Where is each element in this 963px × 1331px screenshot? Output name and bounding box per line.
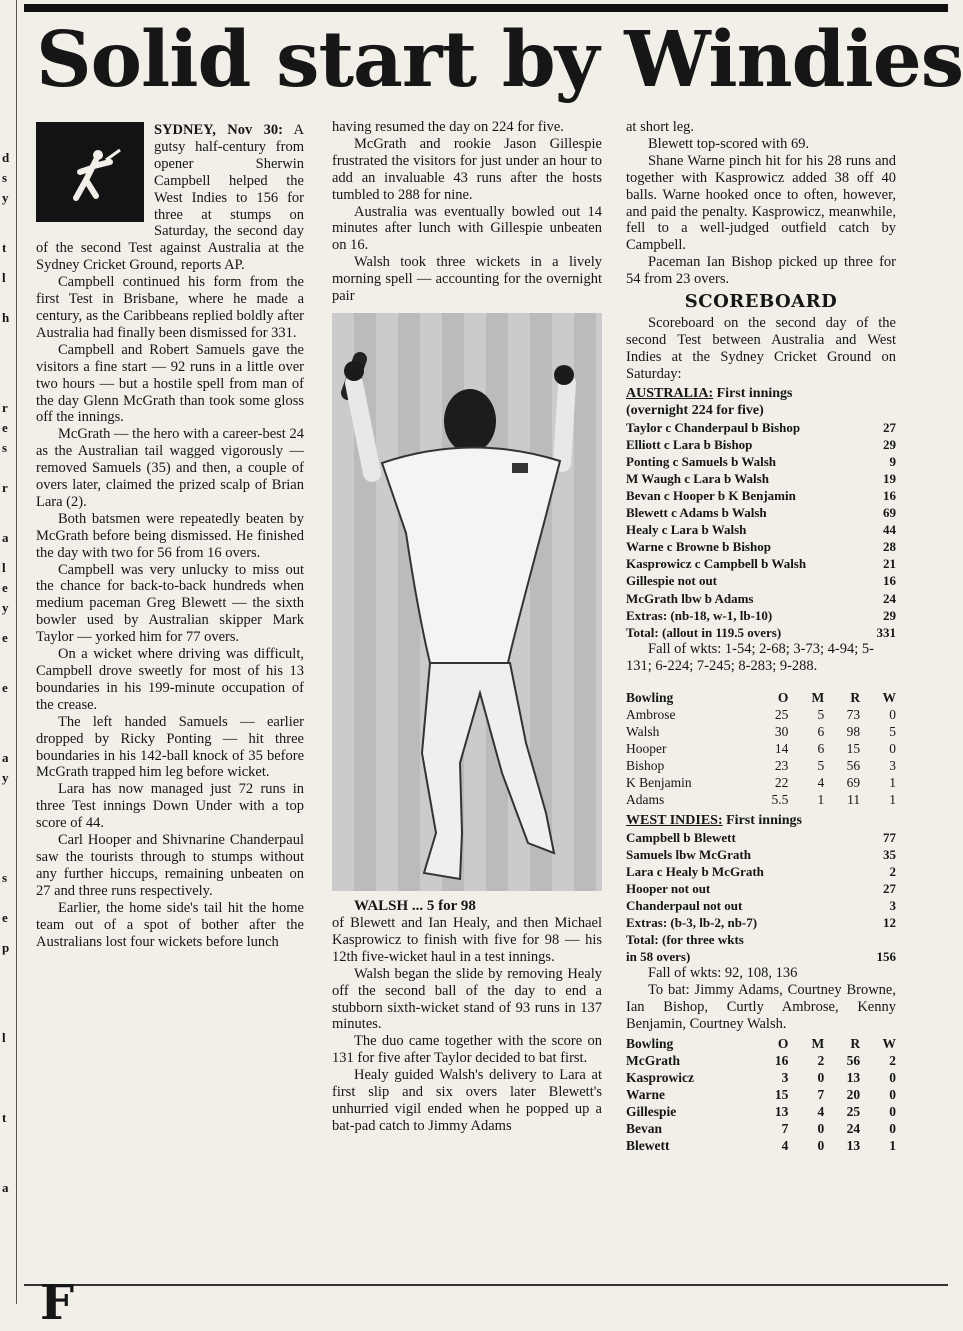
bowling-figure: 7 <box>817 1087 825 1102</box>
runs: 21 <box>883 556 896 572</box>
batsman-entry: Ponting c Samuels b Walsh <box>626 453 777 469</box>
bowling-figure: 56 <box>846 1053 861 1068</box>
bowling-figure: 25 <box>774 706 789 722</box>
bowling-figure: 0 <box>817 1070 825 1085</box>
runs: 16 <box>883 573 896 589</box>
runs: 24 <box>883 590 896 606</box>
bowling-figure: 1 <box>889 791 896 807</box>
paragraph: Australia was eventually bowled out 14 minutes after lunch with Gillespie unbeaten on 16. <box>332 203 602 254</box>
paragraph: Campbell continued his form from the first Test in Brisbane, where he made a century, as the Caribbeans replied boldly after Australia had finally been dismissed for 331. <box>36 274 304 341</box>
bowling-figure: M <box>811 1036 825 1051</box>
bowling-row <box>626 1137 896 1154</box>
bowling-figure: W <box>882 689 896 705</box>
paragraph: McGrath — the hero with a career-best 24 as the Australian tail wagged vigorously — removed Samuels (35) and then, a couple of overs later, claimed the prized scalp of Brian Lara (2). <box>36 426 304 510</box>
bowling-row <box>626 706 896 723</box>
bowling-row <box>626 1103 896 1120</box>
bowling-row <box>626 1120 896 1137</box>
paragraph: A gutsy half-century from opener Sherwin Campbell helped the West Indies to 156 for three at stumps on Saturday, the second day of the second Test against Australia at the Sydney Cricket Ground, reports AP. <box>36 122 305 274</box>
bowling-figure: M <box>811 689 825 705</box>
batsman-entry: Warne c Browne b Bishop <box>626 539 771 555</box>
bowling-figure: 3 <box>781 1070 789 1085</box>
bowling-figure: 0 <box>817 1121 825 1136</box>
batting-row <box>626 931 896 948</box>
article-column-2 <box>332 119 602 1135</box>
bowling-row <box>626 1069 896 1086</box>
paragraph: The left handed Samuels — earlier dropped by Ricky Ponting — hit three boundaries in his 142-ball knock of 35 before McGrath trapped him leg before wicket. <box>36 713 304 781</box>
batting-row <box>626 863 896 880</box>
paragraph: On a wicket where driving was difficult, Campbell drove sweetly for most of his 13 boundaries in his 199-minute occupation of the crease. <box>36 646 304 713</box>
batsman-entry: Lara c Healy b McGrath <box>626 863 764 879</box>
next-headline-fragment: F <box>40 1275 75 1331</box>
bottom-rule <box>24 1284 948 1286</box>
batsman-entry: M Waugh c Lara b Walsh <box>626 470 769 486</box>
bowling-row <box>626 1052 896 1069</box>
runs: 27 <box>883 880 896 896</box>
bowler-name: Kasprowicz <box>626 1070 694 1085</box>
innings-label: First innings <box>722 812 802 828</box>
bowling-figure: 0 <box>889 1121 896 1136</box>
overnight-note: (overnight 224 for five) <box>626 402 764 418</box>
bowling-figure: 73 <box>846 706 861 722</box>
runs <box>868 931 896 948</box>
batting-row <box>626 555 896 572</box>
paragraph: Lara has now managed just 72 runs in three Test innings Down Under with a top score of 44. <box>36 781 304 832</box>
runs: 69 <box>883 505 896 521</box>
batting-row <box>626 470 896 487</box>
walsh-photo <box>332 313 602 891</box>
bowling-figure: 1 <box>817 791 825 807</box>
bowling-row <box>626 757 896 774</box>
bowling-figure: 4 <box>817 774 825 790</box>
batting-row <box>626 538 896 555</box>
bowler-name: Adams <box>626 791 665 807</box>
bowling-figure: 15 <box>846 740 861 756</box>
batsman-entry: Total: (for three wkts <box>626 932 744 948</box>
paragraph: Walsh began the slide by removing Healy off the second ball of the day to end a stubborn sixth-wicket stand of 93 runs in 137 minutes. <box>332 965 602 1033</box>
paragraph: at short leg. <box>626 119 695 135</box>
paragraph: Carl Hooper and Shivnarine Chanderpaul saw the tourists through to stumps without any further hiccups, remaining unbeaten on 27 and three runs respectively. <box>36 832 304 899</box>
bowling-figure: 0 <box>889 1104 896 1119</box>
batting-row <box>626 948 896 965</box>
bowling-figure: 0 <box>889 706 896 722</box>
bowling-row <box>626 791 896 808</box>
runs: 156 <box>876 949 896 965</box>
bowling-figure: 13 <box>846 1138 861 1153</box>
batsman-entry: Kasprowicz c Campbell b Walsh <box>626 556 807 572</box>
bowling-figure: 25 <box>846 1104 861 1119</box>
bowling-figure: R <box>850 1036 861 1051</box>
bowling-figure: 15 <box>774 1087 789 1102</box>
wi-batting-list <box>626 829 896 966</box>
paragraph: Campbell was very unlucky to miss out the chance for back-to-back hundreds when medium paceman Greg Blewett — the sixth bowler used by Australian skipper Mark Taylor — yorked him for 77 overs. <box>36 561 304 646</box>
bowler-name: Bowling <box>626 1036 674 1051</box>
bowling-figure: R <box>850 689 861 705</box>
batsman-entry: Blewett c Adams b Walsh <box>626 505 767 521</box>
bowling-row <box>626 740 896 757</box>
bowling-figure: 5 <box>817 757 825 773</box>
bowling-figure: 6 <box>817 740 825 756</box>
runs: 2 <box>889 863 896 879</box>
wi-bowling-table <box>626 689 896 808</box>
paragraph: Campbell and Robert Samuels gave the visitors a fine start — 92 runs in a little over two hours — but a hostile spell from man of the day Glenn McGrath than took some gloss off the innings. <box>36 341 304 426</box>
bowler-name: Hooper <box>626 740 667 756</box>
bowling-figure: 0 <box>889 1070 896 1085</box>
batting-row <box>626 846 896 863</box>
runs: 12 <box>883 915 896 931</box>
bowling-figure: 98 <box>846 723 861 739</box>
bowling-figure: 56 <box>846 757 861 773</box>
batting-row <box>626 453 896 470</box>
aus-innings-heading <box>626 385 896 402</box>
bowler-name: Ambrose <box>626 706 676 722</box>
runs: 9 <box>889 453 896 469</box>
runs: 35 <box>883 846 896 862</box>
bowling-figure: 30 <box>774 723 789 739</box>
batting-row <box>626 914 896 931</box>
bowling-figure: 4 <box>781 1138 789 1153</box>
paragraph: McGrath and rookie Jason Gillespie frustrated the visitors for just under an hour to add an invaluable 43 runs after the hosts tumbled to 288 for nine. <box>332 135 602 203</box>
bowler-name: Warne <box>626 1087 665 1102</box>
bowling-figure: 13 <box>774 1104 789 1119</box>
batsman-entry: Extras: (b-3, lb-2, nb-7) <box>626 915 758 931</box>
bowling-figure: W <box>882 1036 896 1051</box>
bowling-figure: 13 <box>846 1070 861 1085</box>
paragraph: Blewett top-scored with 69. <box>648 135 810 152</box>
runs: 44 <box>883 522 896 538</box>
paragraph: Walsh took three wickets in a lively morning spell — accounting for the overnight pair <box>332 254 602 305</box>
team-name: AUSTRALIA: <box>626 385 714 401</box>
bowler-name: Bishop <box>626 757 665 773</box>
scoreboard-intro: Scoreboard on the second day of the second Test between Australia and West Indies at the Sydney Cricket Ground on Saturday: <box>626 314 896 382</box>
scoreboard-title: SCOREBOARD <box>684 291 838 313</box>
bowling-figure: 7 <box>781 1121 789 1136</box>
batting-row <box>626 829 896 846</box>
batting-row <box>626 436 896 453</box>
bowling-figure: 5 <box>889 723 896 739</box>
batting-row <box>626 572 896 589</box>
photo-caption: WALSH ... 5 for 98 <box>354 897 476 914</box>
paragraph: Both batsmen were repeatedly beaten by McGrath before being dismissed. He finished the day with two for 56 from 16 overs. <box>36 510 304 561</box>
bowler-celebrating-icon <box>332 313 602 891</box>
bowling-figure: 5 <box>817 706 825 722</box>
fall-of-wickets: Fall of wkts: 92, 108, 136 <box>648 965 798 982</box>
bowling-figure: 1 <box>889 1138 896 1153</box>
batting-row <box>626 897 896 914</box>
bowling-figure: 22 <box>774 774 789 790</box>
bowling-figure: 11 <box>847 791 861 807</box>
bowling-figure: 2 <box>817 1053 825 1068</box>
adjacent-column-edge: d s y t l h r e s r a l e y e e a y s e p l t a <box>0 0 17 1304</box>
paragraph: Earlier, the home side's tail hit the home team out of a spot of bother after the Australians lost four wickets before lunch <box>36 899 304 950</box>
bowler-name: Gillespie <box>626 1104 677 1119</box>
bowling-row <box>626 723 896 740</box>
runs: 331 <box>876 624 896 640</box>
batsman-entry: in 58 overs) <box>626 949 691 965</box>
bowler-name: Bevan <box>626 1121 663 1136</box>
team-name: WEST INDIES: <box>626 812 723 828</box>
batting-row <box>626 487 896 504</box>
runs: 29 <box>883 436 896 452</box>
runs: 3 <box>889 898 896 913</box>
bowling-figure: 1 <box>889 774 896 790</box>
fall-of-wickets: Fall of wkts: 1-54; 2-68; 3-73; 4-94; 5-131; 6-224; 7-245; 8-283; 9-288. <box>626 640 874 674</box>
bowling-figure: 2 <box>889 1053 896 1068</box>
paragraph: Shane Warne pinch hit for his 28 runs and together with Kasprowicz added 38 off 40 balls. Warne hooked once to often, however, and paid the penalty. Kasprowicz, meanwhile, fell to a well-judged outfield catch by Campbell. <box>626 152 896 254</box>
runs: 19 <box>883 470 896 486</box>
paragraph: Paceman Ian Bishop picked up three for 54 from 23 overs. <box>626 254 896 288</box>
batting-row <box>626 624 896 641</box>
bowling-figure: 20 <box>846 1087 861 1102</box>
bowling-row <box>626 1086 896 1103</box>
bowling-figure: 14 <box>774 740 789 756</box>
bowling-figure: O <box>777 1036 789 1051</box>
runs: 77 <box>883 829 896 845</box>
bowling-figure: 23 <box>774 757 789 773</box>
runs: 16 <box>883 487 896 503</box>
batsman-entry: Elliott c Lara b Bishop <box>626 436 753 452</box>
aus-batting-list <box>626 419 896 641</box>
paragraph: Healy guided Walsh's delivery to Lara at first slip and six overs later Blewett's unhurried vigil ended when he popped up a bat-pad catch to Jimmy Adams <box>332 1067 602 1134</box>
bowling-figure: 0 <box>817 1138 825 1153</box>
batsman-entry: McGrath lbw b Adams <box>626 590 754 606</box>
runs: 29 <box>883 607 896 623</box>
bowling-figure: 69 <box>846 774 861 790</box>
headline: Solid start by Windies <box>36 15 963 105</box>
bowler-name: K Benjamin <box>626 774 692 790</box>
bowler-name: Blewett <box>626 1138 670 1153</box>
wi-innings-heading <box>626 812 896 829</box>
paragraph: of Blewett and Ian Healy, and then Michael Kasprowicz to finish with five for 98 — his 12th five-wicket haul in a test innings. <box>332 914 602 965</box>
dateline: SYDNEY, Nov 30: <box>154 122 283 138</box>
bowling-figure: 5.5 <box>771 791 789 807</box>
bowling-header-row <box>626 1035 896 1052</box>
runs: 28 <box>883 539 896 555</box>
batsman-entry: Extras: (nb-18, w-1, lb-10) <box>626 607 773 623</box>
bowling-figure: 0 <box>889 740 896 756</box>
bowling-row <box>626 774 896 791</box>
batting-row <box>626 880 896 897</box>
bowler-name: McGrath <box>626 1053 680 1068</box>
bowling-figure: 6 <box>817 723 825 739</box>
sports-logo <box>36 122 144 222</box>
paragraph: having resumed the day on 224 for five. <box>332 119 564 135</box>
bowling-figure: 4 <box>817 1104 825 1119</box>
batsman-entry: Hooper not out <box>626 880 711 896</box>
batsman-entry: Bevan c Hooper b K Benjamin <box>626 487 796 503</box>
batting-row <box>626 419 896 436</box>
article-column-1 <box>36 122 304 950</box>
batting-row <box>626 521 896 538</box>
bowler-name: Walsh <box>626 723 660 739</box>
bowling-figure: 16 <box>774 1053 789 1068</box>
batsman-entry: Healy c Lara b Walsh <box>626 522 747 538</box>
innings-label: First innings <box>713 385 793 401</box>
batsman-entry: Chanderpaul not out <box>626 898 743 913</box>
runs: 27 <box>883 419 896 435</box>
bowling-figure: O <box>777 689 789 705</box>
paragraph: The duo came together with the score on 131 for five after Taylor decided to bat first. <box>332 1033 602 1067</box>
batsman-entry: Total: (allout in 119.5 overs) <box>626 624 782 640</box>
article-column-3 <box>626 119 896 1154</box>
bowling-header-row <box>626 689 896 706</box>
batting-row <box>626 590 896 607</box>
batting-row <box>626 607 896 624</box>
bowling-figure: 3 <box>889 757 896 773</box>
bowling-figure: 0 <box>889 1087 896 1102</box>
aus-bowling-table <box>626 1035 896 1154</box>
batting-row <box>626 504 896 521</box>
to-bat: To bat: Jimmy Adams, Courtney Browne, Ian Bishop, Curtly Ambrose, Kenny Benjamin, Courtney Walsh. <box>626 982 896 1033</box>
bowling-figure: 24 <box>846 1121 861 1136</box>
batsman-entry: Taylor c Chanderpaul b Bishop <box>626 419 801 435</box>
batsman-entry: Samuels lbw McGrath <box>626 846 751 862</box>
bowler-name: Bowling <box>626 689 674 705</box>
batsman-entry: Gillespie not out <box>626 573 718 589</box>
cricketer-icon <box>36 122 144 222</box>
batsman-entry: Campbell b Blewett <box>626 829 736 845</box>
